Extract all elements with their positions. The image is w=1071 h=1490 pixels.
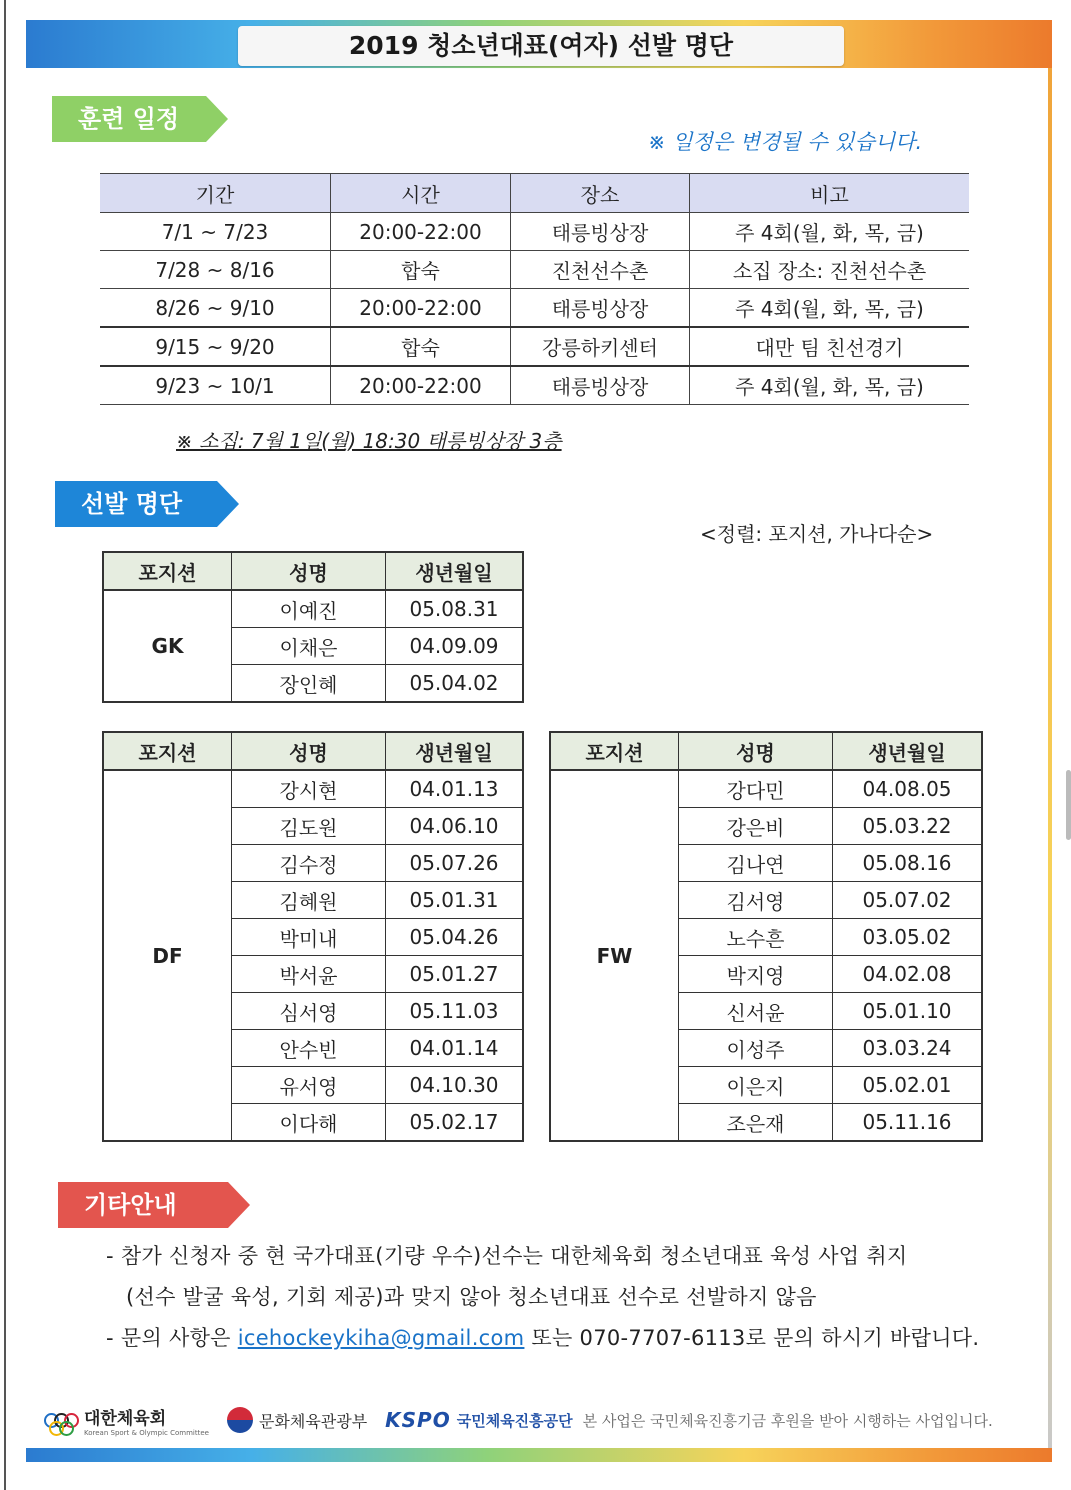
player-name: 김서영 [679, 882, 833, 919]
summon-note: ※ 소집: 7월 1일(월) 18:30 태릉빙상장 3층 [176, 429, 562, 453]
mcst-name: 문화체육관광부 [258, 1411, 368, 1431]
kspo-logo [385, 1408, 572, 1432]
tag-arrow-icon [228, 1182, 250, 1228]
page-left-edge [4, 0, 6, 1490]
roster-header-position: 포지션 [103, 552, 232, 590]
player-name: 노수흔 [679, 919, 833, 956]
contact-email-link[interactable]: icehockeykiha@gmail.com [237, 1326, 525, 1350]
player-name: 심서영 [232, 993, 386, 1030]
player-birth: 05.04.02 [386, 665, 524, 703]
schedule-header-period: 기간 [100, 174, 331, 213]
kspo-wordmark: KSPO [385, 1408, 451, 1432]
table-row [100, 251, 969, 289]
schedule-cell: 20:00-22:00 [331, 289, 511, 328]
info-line-3-prefix: - 문의 사항은 [106, 1326, 238, 1350]
player-name: 박서윤 [232, 956, 386, 993]
player-name: 안수빈 [232, 1030, 386, 1067]
roster-header-position: 포지션 [550, 732, 679, 770]
section-tag-other [58, 1182, 228, 1228]
player-birth: 05.11.03 [386, 993, 524, 1030]
player-name: 이다해 [232, 1104, 386, 1142]
position-cell: GK [103, 590, 232, 702]
roster-header-name: 성명 [232, 552, 386, 590]
schedule-cell: 8/26 ~ 9/10 [100, 289, 331, 328]
olympic-rings-icon [44, 1403, 78, 1437]
schedule-cell: 진천선수촌 [511, 251, 690, 289]
roster-header-birth: 생년월일 [833, 732, 983, 770]
player-name: 강시현 [232, 770, 386, 808]
footer [44, 1400, 1034, 1440]
player-birth: 05.08.16 [833, 845, 983, 882]
schedule-cell: 태릉빙상장 [511, 213, 690, 251]
table-row [100, 213, 969, 251]
roster-header-name: 성명 [232, 732, 386, 770]
position-cell: FW [550, 770, 679, 1141]
player-birth: 05.07.02 [833, 882, 983, 919]
section-tag-label: 훈련 일정 [78, 105, 180, 133]
page-title: 2019 청소년대표(여자) 선발 명단 [238, 26, 844, 66]
player-name: 이예진 [232, 590, 386, 628]
player-birth: 05.01.31 [386, 882, 524, 919]
info-line-3-suffix: 또는 070-7707-6113로 문의 하시기 바랍니다. [524, 1326, 980, 1350]
schedule-change-note: ※ 일정은 변경될 수 있습니다. [648, 130, 923, 154]
player-name: 강다민 [679, 770, 833, 808]
sort-note: <정렬: 포지션, 가나다순> [700, 522, 934, 546]
player-name: 박미내 [232, 919, 386, 956]
table-row [103, 770, 523, 808]
schedule-cell: 합숙 [331, 327, 511, 366]
info-line-1: - 참가 신청자 중 현 국가대표(기량 우수)선수는 대한체육회 청소년대표 육성 사업 취지 [106, 1244, 908, 1268]
player-birth: 04.09.09 [386, 628, 524, 665]
roster-table-gk [102, 551, 524, 703]
player-name: 유서영 [232, 1067, 386, 1104]
player-birth: 05.02.17 [386, 1104, 524, 1142]
player-name: 신서윤 [679, 993, 833, 1030]
player-birth: 05.01.10 [833, 993, 983, 1030]
roster-header-birth: 생년월일 [386, 732, 524, 770]
roster-header-name: 성명 [679, 732, 833, 770]
player-name: 김나연 [679, 845, 833, 882]
player-birth: 03.03.24 [833, 1030, 983, 1067]
kso-name: 대한체육회 [84, 1408, 167, 1429]
schedule-cell: 7/28 ~ 8/16 [100, 251, 331, 289]
player-name: 이채은 [232, 628, 386, 665]
schedule-cell: 9/15 ~ 9/20 [100, 327, 331, 366]
section-tag-roster [55, 481, 217, 527]
scrollbar-handle[interactable] [1066, 770, 1071, 840]
table-row [103, 590, 523, 628]
tag-arrow-icon [217, 481, 239, 527]
player-name: 강은비 [679, 808, 833, 845]
table-row [550, 770, 982, 808]
player-birth: 04.10.30 [386, 1067, 524, 1104]
player-birth: 04.01.13 [386, 770, 524, 808]
player-name: 이성주 [679, 1030, 833, 1067]
player-birth: 05.03.22 [833, 808, 983, 845]
section-tag-label: 기타안내 [84, 1191, 177, 1219]
schedule-table [100, 173, 969, 405]
schedule-cell: 합숙 [331, 251, 511, 289]
section-tag-schedule [52, 96, 206, 142]
roster-table-df [102, 731, 524, 1142]
player-birth: 05.01.27 [386, 956, 524, 993]
player-birth: 05.08.31 [386, 590, 524, 628]
kso-subtitle: Korean Sport & Olympic Committee [84, 1428, 209, 1437]
roster-header-birth: 생년월일 [386, 552, 524, 590]
footer-band [26, 1448, 1052, 1462]
schedule-header-time: 시간 [331, 174, 511, 213]
section-tag-label: 선발 명단 [81, 490, 183, 518]
player-name: 이은지 [679, 1067, 833, 1104]
player-name: 장인혜 [232, 665, 386, 703]
player-birth: 05.11.16 [833, 1104, 983, 1142]
footer-sponsor-text: 본 사업은 국민체육진흥기금 후원을 받아 시행하는 사업입니다. [582, 1411, 993, 1430]
player-birth: 04.08.05 [833, 770, 983, 808]
kspo-name: 국민체육진흥공단 [456, 1411, 573, 1430]
info-line-2: (선수 발굴 육성, 기회 제공)과 맞지 않아 청소년대표 선수로 선발하지 않음 [126, 1285, 817, 1309]
schedule-cell: 9/23 ~ 10/1 [100, 366, 331, 405]
player-birth: 05.02.01 [833, 1067, 983, 1104]
player-name: 김수정 [232, 845, 386, 882]
schedule-cell: 강릉하키센터 [511, 327, 690, 366]
info-line-3 [106, 1322, 979, 1352]
player-birth: 04.06.10 [386, 808, 524, 845]
player-birth: 04.01.14 [386, 1030, 524, 1067]
schedule-cell: 7/1 ~ 7/23 [100, 213, 331, 251]
schedule-cell: 20:00-22:00 [331, 213, 511, 251]
schedule-header-note: 비고 [690, 174, 970, 213]
position-cell: DF [103, 770, 232, 1141]
schedule-cell: 대만 팀 친선경기 [690, 327, 970, 366]
player-name: 조은재 [679, 1104, 833, 1142]
player-birth: 05.04.26 [386, 919, 524, 956]
schedule-cell: 소집 장소: 진천선수촌 [690, 251, 970, 289]
player-birth: 03.05.02 [833, 919, 983, 956]
table-row [100, 289, 969, 328]
player-name: 김도원 [232, 808, 386, 845]
tag-arrow-icon [206, 96, 228, 142]
schedule-cell: 주 4회(월, 화, 목, 금) [690, 289, 970, 328]
kso-logo [44, 1403, 209, 1437]
player-birth: 04.02.08 [833, 956, 983, 993]
schedule-cell: 태릉빙상장 [511, 289, 690, 328]
schedule-cell: 태릉빙상장 [511, 366, 690, 405]
schedule-cell: 20:00-22:00 [331, 366, 511, 405]
roster-header-position: 포지션 [103, 732, 232, 770]
right-border [1048, 68, 1052, 1448]
mcst-logo [227, 1407, 367, 1433]
schedule-cell: 주 4회(월, 화, 목, 금) [690, 366, 970, 405]
player-birth: 05.07.26 [386, 845, 524, 882]
schedule-cell: 주 4회(월, 화, 목, 금) [690, 213, 970, 251]
player-name: 박지영 [679, 956, 833, 993]
schedule-header-place: 장소 [511, 174, 690, 213]
table-row [100, 366, 969, 405]
taegeuk-icon [227, 1407, 253, 1433]
player-name: 김혜원 [232, 882, 386, 919]
roster-table-fw [549, 731, 983, 1142]
table-row [100, 327, 969, 366]
